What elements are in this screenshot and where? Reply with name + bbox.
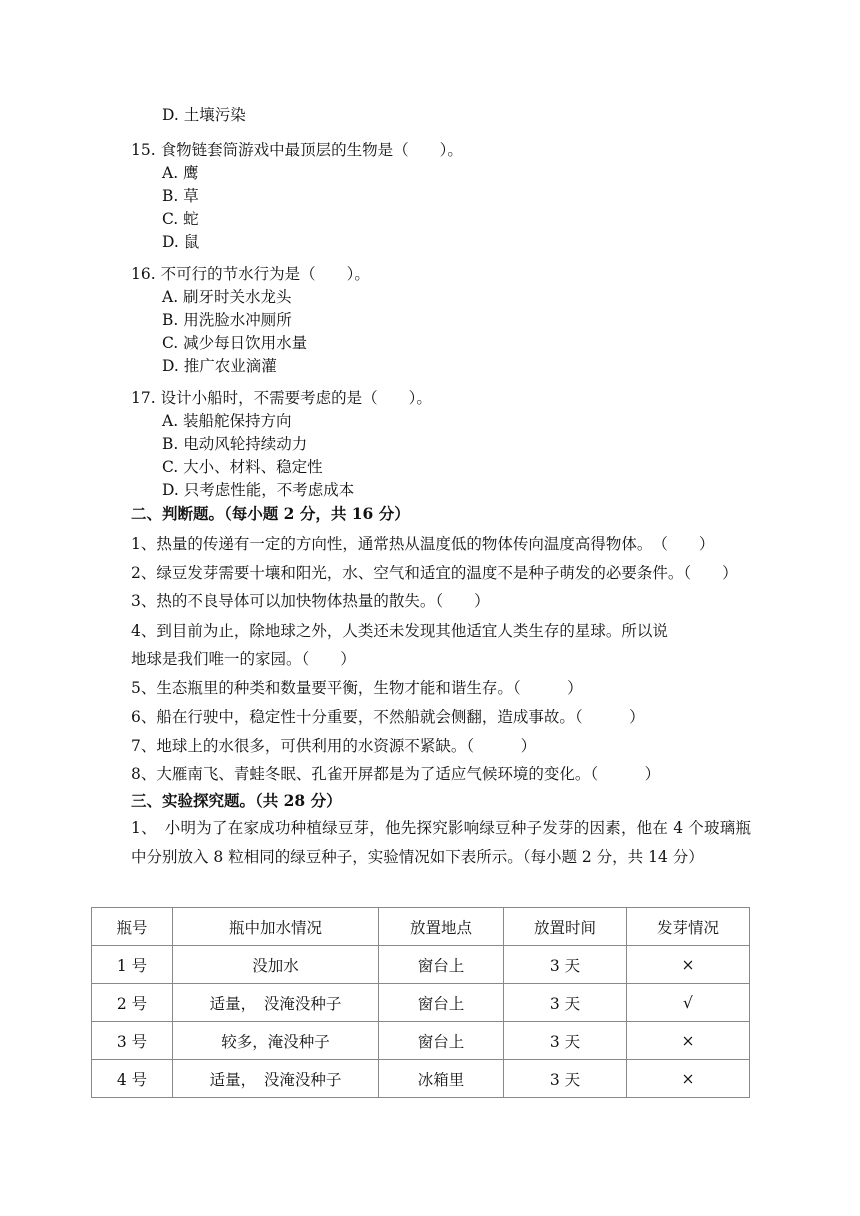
cell-result: √ bbox=[627, 984, 750, 1022]
cell-result: × bbox=[627, 946, 750, 984]
header-duration: 放置时间 bbox=[504, 908, 627, 946]
experiment-table bbox=[91, 907, 750, 1098]
cell-water: 没加水 bbox=[173, 946, 379, 984]
q15-option-c: C. 蛇 bbox=[162, 210, 199, 228]
table-row bbox=[92, 1022, 750, 1060]
section2-title: 二、判断题。（每小题 2 分，共 16 分） bbox=[131, 504, 410, 523]
q16-stem: 16. 不可行的节水行为是（ ）。 bbox=[131, 265, 370, 283]
cell-duration: 3 天 bbox=[504, 946, 627, 984]
q17-stem: 17. 设计小船时，不需要考虑的是（ ）。 bbox=[131, 389, 432, 407]
cell-bottle: 3 号 bbox=[92, 1022, 173, 1060]
cell-water: 较多，淹没种子 bbox=[173, 1022, 379, 1060]
cell-bottle: 4 号 bbox=[92, 1060, 173, 1098]
cell-result: × bbox=[627, 1060, 750, 1098]
header-location: 放置地点 bbox=[379, 908, 504, 946]
table-row bbox=[92, 984, 750, 1022]
tf-item-4-line1: 4、到目前为止，除地球之外，人类还未发现其他适宜人类生存的星球。所以说 bbox=[131, 622, 668, 640]
q15-stem: 15. 食物链套筒游戏中最顶层的生物是（ ）。 bbox=[131, 141, 463, 159]
q16-option-d: D. 推广农业滴灌 bbox=[162, 357, 277, 375]
cell-bottle: 2 号 bbox=[92, 984, 173, 1022]
cell-result: × bbox=[627, 1022, 750, 1060]
header-bottle-no: 瓶号 bbox=[92, 908, 173, 946]
q15-option-d: D. 鼠 bbox=[162, 233, 200, 251]
cell-bottle: 1 号 bbox=[92, 946, 173, 984]
tf-item-4-line2: 地球是我们唯一的家园。（ ） bbox=[131, 650, 356, 668]
table-row bbox=[92, 1060, 750, 1098]
tf-item-5: 5、生态瓶里的种类和数量要平衡，生物才能和谐生存。（ ） bbox=[131, 679, 583, 697]
q17-option-c: C. 大小、材料、稳定性 bbox=[162, 458, 323, 476]
q17-option-d: D. 只考虑性能，不考虑成本 bbox=[162, 481, 355, 499]
tf-item-7: 7、地球上的水很多，可供利用的水资源不紧缺。（ ） bbox=[131, 737, 537, 755]
q17-option-a: A. 装船舵保持方向 bbox=[162, 412, 292, 430]
q16-option-c: C. 减少每日饮用水量 bbox=[162, 334, 308, 352]
q16-option-b: B. 用洗脸水冲厕所 bbox=[162, 311, 292, 329]
experiment-intro: 1、 小明为了在家成功种植绿豆芽，他先探究影响绿豆种子发芽的因素，他在 4 个玻璃瓶中分别放入 8 粒相同的绿豆种子，实验情况如下表所示。（每小题 2 分，共 14 分） bbox=[131, 819, 751, 866]
tf-item-2: 2、绿豆发芽需要十壤和阳光，水、空气和适宜的温度不是种子萌发的必要条件。（ ） bbox=[131, 564, 738, 582]
cell-water: 适量， 没淹没种子 bbox=[173, 1060, 379, 1098]
q15-option-a: A. 鹰 bbox=[162, 164, 199, 182]
cell-location: 冰箱里 bbox=[379, 1060, 504, 1098]
tf-item-1: 1、热量的传递有一定的方向性，通常热从温度低的物体传向温度高得物体。 （ ） bbox=[131, 535, 715, 553]
table-row bbox=[92, 946, 750, 984]
cell-location: 窗台上 bbox=[379, 984, 504, 1022]
cell-duration: 3 天 bbox=[504, 984, 627, 1022]
cell-location: 窗台上 bbox=[379, 946, 504, 984]
tf-item-8: 8、大雁南飞、青蛙冬眠、孔雀开屏都是为了适应气候环境的变化。（ ） bbox=[131, 765, 661, 783]
q14-option-d: D. 土壤污染 bbox=[162, 106, 246, 124]
section3-title: 三、实验探究题。（共 28 分） bbox=[131, 791, 342, 810]
q16-option-a: A. 刷牙时关水龙头 bbox=[162, 288, 292, 306]
table-header-row bbox=[92, 908, 750, 946]
cell-duration: 3 天 bbox=[504, 1022, 627, 1060]
q15-option-b: B. 草 bbox=[162, 187, 199, 205]
header-germination: 发芽情况 bbox=[627, 908, 750, 946]
cell-location: 窗台上 bbox=[379, 1022, 504, 1060]
cell-water: 适量， 没淹没种子 bbox=[173, 984, 379, 1022]
q17-option-b: B. 电动风轮持续动力 bbox=[162, 435, 308, 453]
header-water: 瓶中加水情况 bbox=[173, 908, 379, 946]
tf-item-6: 6、船在行驶中，稳定性十分重要，不然船就会侧翻，造成事故。（ ） bbox=[131, 708, 645, 726]
cell-duration: 3 天 bbox=[504, 1060, 627, 1098]
tf-item-3: 3、热的不良导体可以加快物体热量的散失。（ ） bbox=[131, 592, 490, 610]
